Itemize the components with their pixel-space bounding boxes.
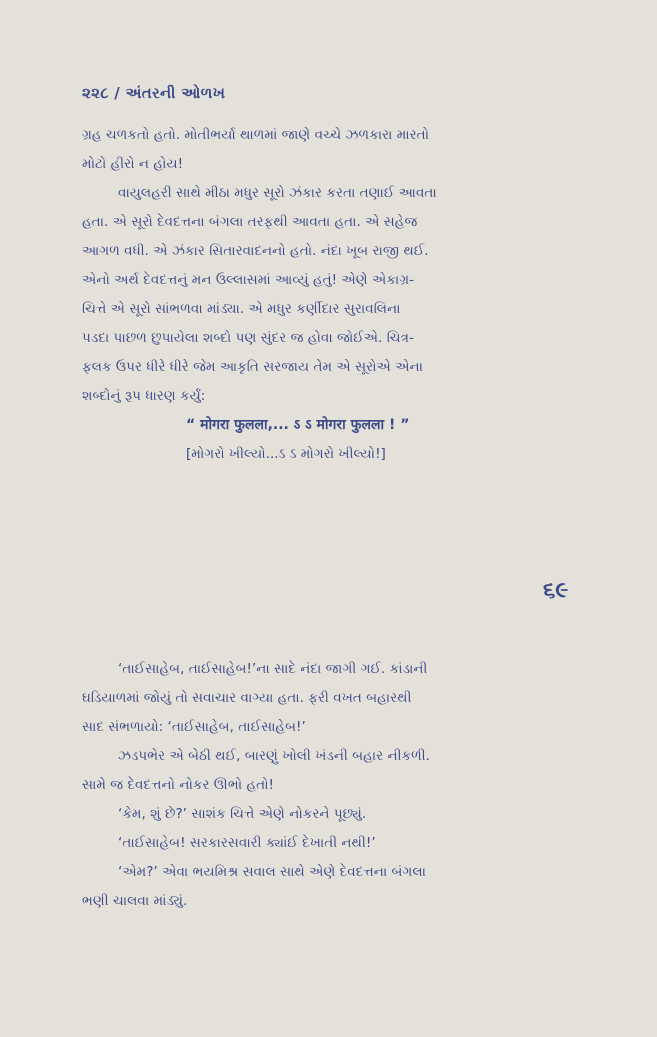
paragraph-line: શબ્દોનું રૂપ ધારણ કર્યું: (82, 388, 206, 404)
paragraph-line: ભણી ચાલવા માંડ્યું. (82, 893, 188, 909)
paragraph-line: સામે જ દેવદત્તનો નોકર ઊભો હતો! (82, 777, 274, 793)
paragraph-line: ફલક ઉપર ધીરે ધીરે જેમ આકૃતિ સરજાય તેમ એ સૂરોએ એના (82, 359, 423, 375)
verse-hindi: “ मोगरा फुलला,... ऽ ऽ मोगरा फुलला ! ” (186, 417, 410, 433)
paragraph-line: સાદ સંભળાયો: ‘તાઈસાહેબ, તાઈસાહેબ!’ (82, 719, 306, 735)
paragraph-line: વાયુલહરી સાથે મીઠા મધુર સૂરો ઝંકાર કરતા તણાઈ આવતા (118, 185, 437, 201)
paragraph-line: એનો અર્થ દેવદત્તનું મન ઉલ્લાસમાં આવ્યું હતું! એણે એકાગ્ર- (82, 272, 415, 288)
paragraph-line: ઝડપભેર એ બેઠી થઈ, બારણું ખોલી ખંડની બહાર નીકળી. (118, 748, 430, 764)
section-one (82, 121, 566, 469)
paragraph-line: ‘એમ?’ એવા ભયમિશ્ર સવાલ સાથે એણે દેવદત્તના બંગલા (118, 864, 426, 880)
section-two (82, 655, 566, 916)
paragraph-line: ચિત્તે એ સૂરો સાંભળવા માંડ્યા. એ મધુર કર્ણીદાર સુરાવલિના (82, 301, 401, 317)
paragraph-line: ઘડિયાળમાં જોયું તો સવાચાર વાગ્યા હતા. ફરી વખત બહારથી (82, 690, 412, 706)
verse-gujarati: [મોગરો ખીલ્યો...ઽ ઽ મોગરો ખીલ્યો!] (186, 446, 386, 462)
paragraph-line: ‘તાઈસાહેબ, તાઈસાહેબ!’ના સાદે નંદા જાગી ગઈ. કાંડાની (118, 661, 428, 677)
paragraph-line: પડદા પાછળ છુપાયેલા શબ્દો પણ સુંદર જ હોવા જોઈએ. ચિત્ર- (82, 330, 414, 346)
paragraph-line: હતા. એ સૂરો દેવદત્તના બંગલા તરફથી આવતા હતા. એ સહેજ (82, 214, 418, 230)
chapter-number: ૬૯ (543, 578, 569, 603)
running-head: ૨૨૮ / અંતરની ઓળખ (82, 84, 226, 102)
paragraph-line: ગ્રહ ચળકતો હતો. મોતીભર્યા થાળમાં જાણે વચ્ચે ઝળકારા મારતો (82, 127, 430, 143)
paragraph-line: આગળ વધી. એ ઝંકાર સિતારવાદનનો હતો. નંદા ખૂબ રાજી થઈ. (82, 243, 429, 259)
paragraph-line: મોટો હીરો ન હોય! (82, 156, 184, 172)
paragraph-line: ‘તાઈસાહેબ! સરકારસવારી ક્યાંઈ દેખાતી નથી!’ (118, 835, 376, 851)
paragraph-line: ‘કેમ, શું છે?’ સાશંક ચિત્તે એણે નોકરને પૂછ્યું. (118, 806, 367, 822)
